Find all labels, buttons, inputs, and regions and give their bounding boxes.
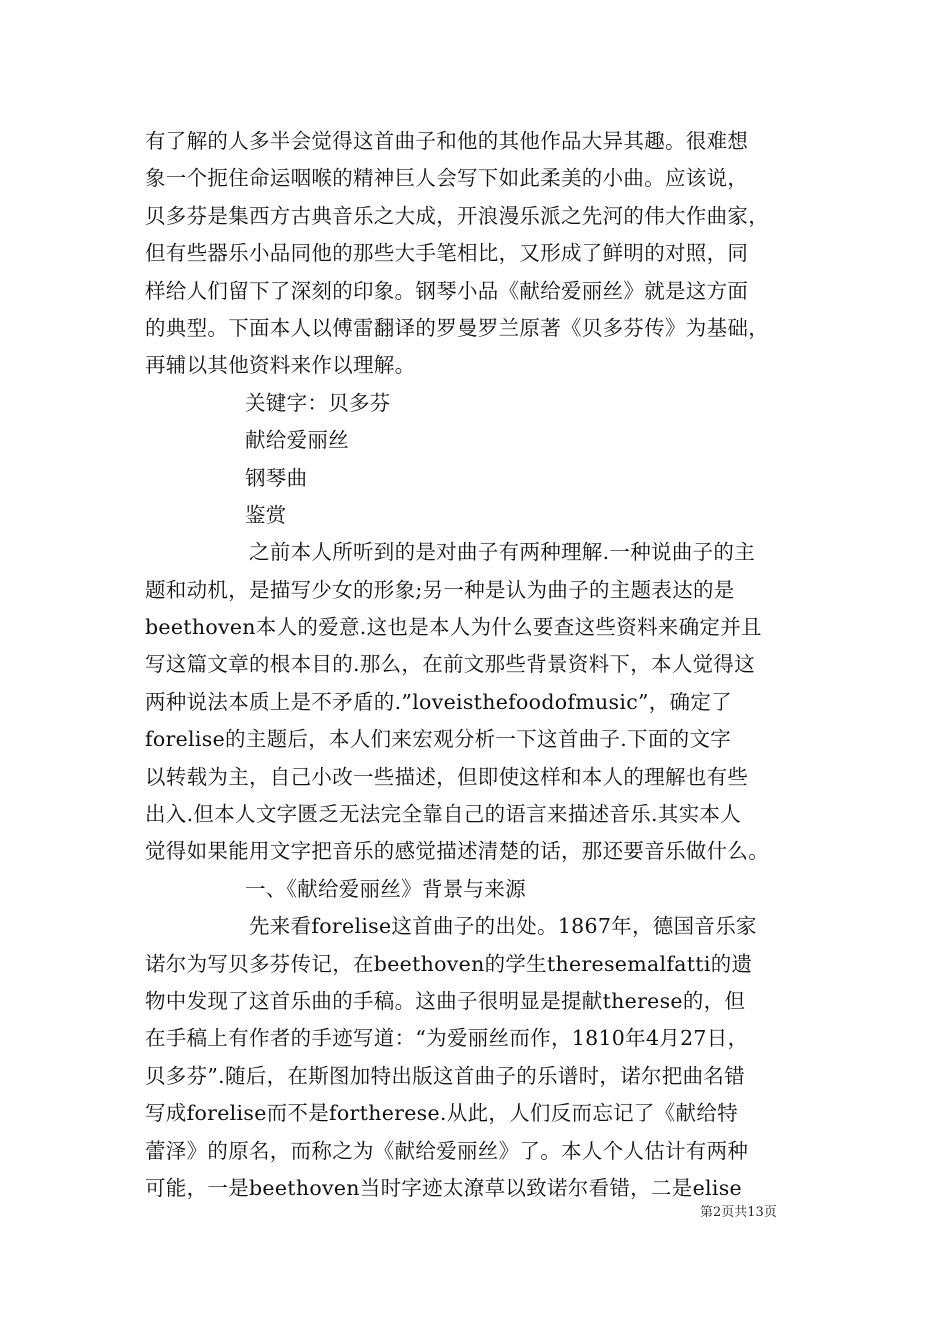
text-line: 但有些器乐小品同他的那些大手笔相比，又形成了鲜明的对照，同 (145, 241, 749, 266)
text-line: 出入.但本人文字匮乏无法完全靠自己的语言来描述音乐.其实本人 (145, 802, 742, 827)
keyword-item: 鉴赏 (245, 502, 287, 527)
text-line: 诺尔为写贝多芬传记，在beethoven的学生theresemalfatti的遗 (145, 951, 753, 976)
text-line: 的典型。下面本人以傅雷翻译的罗曼罗兰原著《贝多芬传》为基础， (145, 315, 769, 340)
text-line: 两种说法本质上是不矛盾的.”loveisthefoodofmusic”，确定了 (145, 689, 732, 714)
body-text (145, 123, 815, 1207)
text-line: 贝多芬是集西方古典音乐之大成，开浪漫乐派之先河的伟大作曲家， (145, 203, 769, 228)
text-line: 样给人们留下了深刻的印象。钢琴小品《献给爱丽丝》就是这方面 (145, 278, 749, 303)
text-line: 题和动机，是描写少女的形象;另一种是认为曲子的主题表达的是 (145, 577, 735, 602)
paragraph-start-line: 先来看forelise这首曲子的出处。1867年，德国音乐家 (249, 914, 757, 939)
text-line: 写成forelise而不是fortherese.从此，人们反而忘记了《献给特 (145, 1101, 738, 1126)
text-line: 再辅以其他资料来作以理解。 (145, 353, 416, 378)
text-line: 物中发现了这首乐曲的手稿。这曲子很明显是提献therese的，但 (145, 988, 746, 1013)
text-line: forelise的主题后，本人们来宏观分析一下这首曲子.下面的文字 (145, 727, 732, 752)
keyword-item: 钢琴曲 (245, 465, 308, 490)
keywords-line: 关键字：贝多芬 (245, 390, 391, 415)
text-line: 蕾泽》的原名，而称之为《献给爱丽丝》了。本人个人估计有两种 (145, 1138, 749, 1163)
text-line: 在手稿上有作者的手迹写道：“为爱丽丝而作，1810年4月27日， (145, 1026, 749, 1051)
text-line: 有了解的人多半会觉得这首曲子和他的其他作品大异其趣。很难想 (145, 129, 749, 153)
text-line: 觉得如果能用文字把音乐的感觉描述清楚的话，那还要音乐做什么。 (145, 839, 769, 864)
keyword-item: 献给爱丽丝 (245, 428, 349, 453)
text-line: 以转载为主，自己小改一些描述，但即使这样和本人的理解也有些 (145, 764, 749, 789)
text-line: 写这篇文章的根本目的.那么，在前文那些背景资料下，本人觉得这 (145, 652, 756, 677)
text-line: beethoven本人的爱意.这也是本人为什么要查这些资料来确定并且 (145, 615, 762, 640)
text-line: 象一个扼住命运咽喉的精神巨人会写下如此柔美的小曲。应该说， (145, 166, 749, 191)
text-line: 贝多芬”.随后，在斯图加特出版这首曲子的乐谱时，诺尔把曲名错 (145, 1063, 745, 1088)
page-number-footer: 第2页共13页 (700, 1205, 777, 1220)
paragraph-start-line: 之前本人所听到的是对曲子有两种理解.一种说曲子的主 (249, 540, 756, 565)
section-heading: 一、《献给爱丽丝》背景与来源 (245, 876, 526, 901)
text-line: 可能，一是beethoven当时字迹太潦草以致诺尔看错，二是elise (145, 1175, 742, 1200)
